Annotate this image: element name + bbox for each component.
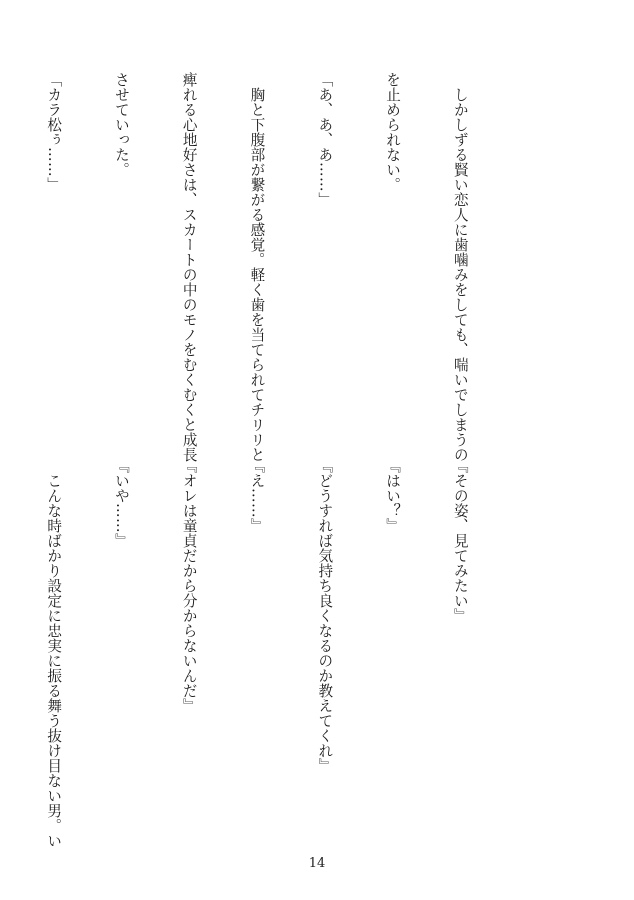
page-number: 14 <box>308 856 326 871</box>
text-line: 「カラ松ぅ……」 <box>45 72 63 192</box>
text-line: 胸と下腹部が繋がる感覚。軽く歯を当てられてチリリと <box>248 72 266 462</box>
text-line: 『どうすれば気持ち良くなるのか教えてくれ』 <box>316 458 334 773</box>
text-block-bottom <box>0 458 516 848</box>
text-line: 『はい？』 <box>384 458 402 533</box>
text-line: 『その姿、見てみたい』 <box>451 458 469 623</box>
text-line: 「あ、あ、あ……」 <box>316 72 334 207</box>
text-line: こんな時ばかり設定に忠実に振る舞う抜け目ない男。い <box>45 458 63 848</box>
text-line: させていった。 <box>112 72 130 177</box>
text-line: を止められない。 <box>384 72 402 192</box>
text-line: 『え……』 <box>248 458 266 533</box>
text-line: 『オレは童貞だから分からないんだ』 <box>180 458 198 713</box>
text-line: しかしずる賢い恋人に歯噛みをしても、喘いでしまうの <box>451 72 469 462</box>
text-line: 痺れる心地好さは、スカートの中のモノをむくむくと成長 <box>180 72 198 462</box>
text-line: 『いや……』 <box>112 458 130 548</box>
text-block-top <box>0 72 516 462</box>
